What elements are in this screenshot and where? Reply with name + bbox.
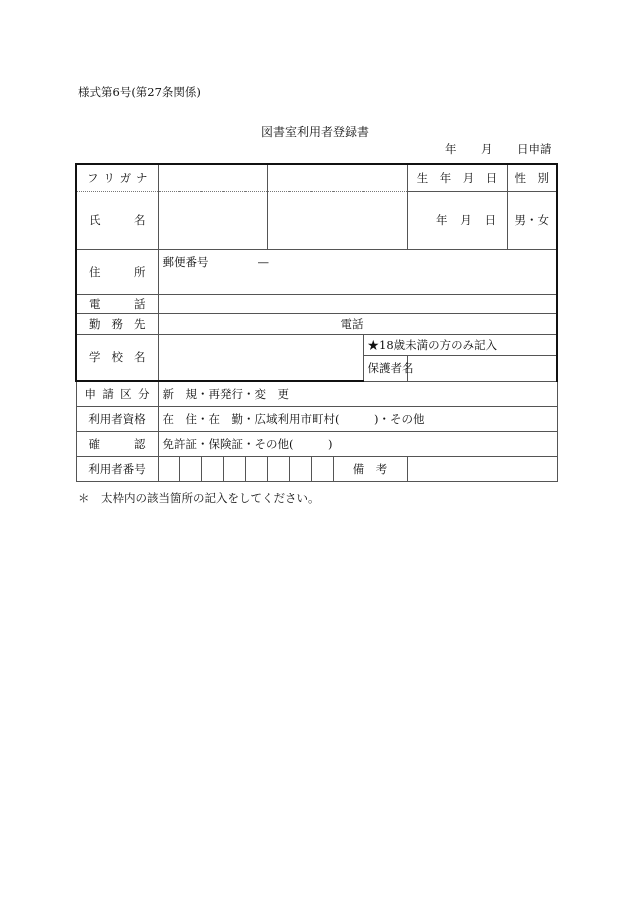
- workplace-field[interactable]: [158, 313, 557, 334]
- gender-field[interactable]: 男・女: [507, 191, 557, 249]
- user-number-digit-7[interactable]: [289, 456, 311, 481]
- user-number-digit-2[interactable]: [179, 456, 201, 481]
- furigana-family-field[interactable]: [158, 164, 267, 191]
- workplace-phone-label: 電話: [340, 316, 364, 331]
- apply-month-label: 月: [481, 142, 493, 156]
- furigana-given-field[interactable]: [267, 164, 407, 191]
- school-field[interactable]: [158, 334, 363, 381]
- name-family-field[interactable]: [158, 191, 267, 249]
- postal-code-label: 郵便番号: [162, 254, 209, 269]
- confirmation-label: 確 認: [76, 431, 158, 456]
- gender-label: 性 別: [507, 164, 557, 191]
- furigana-label: フ リ ガ ナ: [76, 164, 158, 191]
- minor-note: ★18歳未満の方のみ記入: [363, 334, 557, 355]
- name-label: 氏 名: [76, 191, 158, 249]
- phone-field[interactable]: [158, 294, 557, 313]
- user-number-label: 利用者番号: [76, 456, 158, 481]
- user-number-digit-5[interactable]: [245, 456, 267, 481]
- user-number-digit-8[interactable]: [311, 456, 333, 481]
- remarks-label: 備 考: [333, 456, 407, 481]
- school-label: 学 校 名: [76, 334, 158, 381]
- remarks-field[interactable]: [407, 456, 557, 481]
- birth-date-label: 生 年 月 日: [407, 164, 507, 191]
- birth-day-label: 日: [484, 213, 497, 227]
- name-given-field[interactable]: [267, 191, 407, 249]
- address-label: 住 所: [76, 249, 158, 294]
- guardian-label: 保護者名: [363, 355, 407, 381]
- phone-label: 電 話: [76, 294, 158, 313]
- user-number-digit-4[interactable]: [223, 456, 245, 481]
- birth-year-label: 年: [435, 213, 448, 227]
- user-number-digit-6[interactable]: [267, 456, 289, 481]
- user-number-digit-3[interactable]: [201, 456, 223, 481]
- apply-day-label: 日申請: [517, 142, 552, 156]
- application-date: [445, 141, 552, 157]
- postal-code-dash: —: [257, 254, 269, 269]
- registration-form: [75, 163, 558, 482]
- application-type-field[interactable]: 新 規・再発行・変 更: [158, 381, 557, 406]
- address-field[interactable]: [158, 249, 557, 294]
- apply-year-label: 年: [445, 142, 457, 156]
- user-number-digit-1[interactable]: [158, 456, 179, 481]
- birth-month-label: 月: [460, 213, 472, 227]
- page-title: 図書室利用者登録書: [260, 125, 369, 139]
- confirmation-field[interactable]: 免許証・保険証・その他( ): [158, 431, 557, 456]
- guardian-field[interactable]: [407, 355, 557, 381]
- qualification-label: 利用者資格: [76, 406, 158, 431]
- application-type-label: 申 請 区 分: [76, 381, 158, 406]
- birth-date-field[interactable]: [407, 191, 507, 249]
- footer-note: ＊ 太枠内の該当箇所の記入をしてください。: [78, 491, 320, 505]
- qualification-field[interactable]: 在 住・在 勤・広域利用市町村( )・その他: [158, 406, 557, 431]
- form-number: 様式第6号(第27条関係): [78, 85, 201, 99]
- workplace-label: 勤 務 先: [76, 313, 158, 334]
